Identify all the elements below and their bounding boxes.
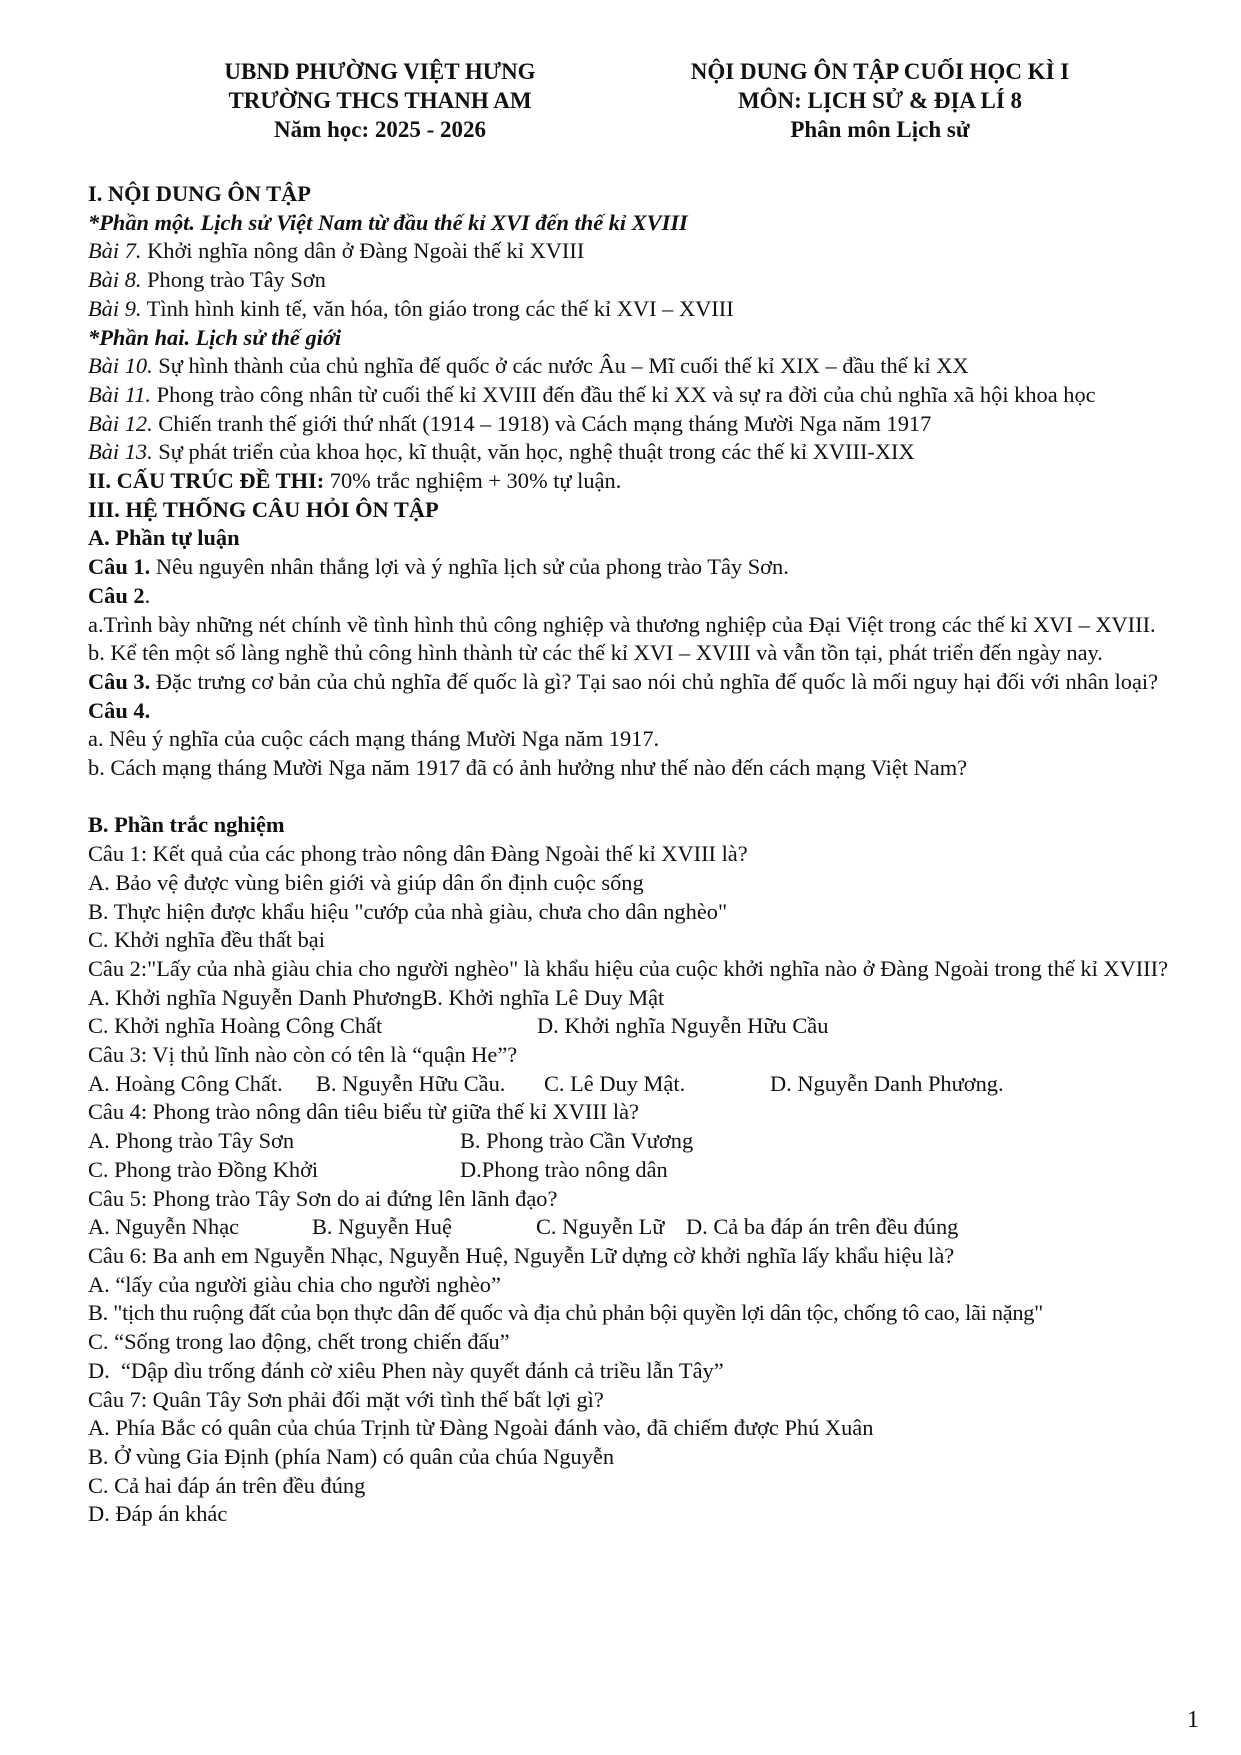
mc-question-6: Câu 6: Ba anh em Nguyễn Nhạc, Nguyễn Huệ, Nguyễn Lữ dựng cờ khởi nghĩa lấy khẩu hiệu là? bbox=[88, 1243, 955, 1268]
mc-option: D.Phong trào nông dân bbox=[460, 1156, 668, 1182]
mc-option: D. Khởi nghĩa Nguyễn Hữu Cầu bbox=[537, 1013, 829, 1039]
mc-options-row bbox=[88, 1127, 1213, 1156]
mc-option: C. Khởi nghĩa đều thất bại bbox=[88, 927, 325, 953]
district-name: UBND PHƯỜNG VIỆT HƯNG bbox=[224, 59, 536, 84]
mc-option: A. “lấy của người giàu chia cho người nghèo” bbox=[88, 1271, 501, 1297]
essay-question-2b: b. Kể tên một số làng nghề thủ công hình thành từ các thế kỉ XVI – XVIII và vẫn tồn tại, phát triển đến ngày nay. bbox=[88, 640, 1103, 666]
document-title: NỘI DUNG ÔN TẬP CUỐI HỌC KÌ I bbox=[690, 59, 1070, 84]
page-number: 1 bbox=[1187, 1707, 1199, 1733]
mc-question-5: Câu 5: Phong trào Tây Sơn do ai đứng lên lãnh đạo? bbox=[88, 1185, 558, 1211]
mc-options-row bbox=[88, 984, 1213, 1013]
section-1-heading: I. NỘI DUNG ÔN TẬP bbox=[88, 181, 311, 206]
mc-option: D. Đáp án khác bbox=[88, 1501, 228, 1527]
mc-option: C. Lê Duy Mật. bbox=[544, 1070, 686, 1096]
part-1-heading: *Phần một. Lịch sử Việt Nam từ đầu thế kỉ XVI đến thế kỉ XVIII bbox=[88, 209, 688, 235]
mc-option: B. Nguyễn Huệ bbox=[312, 1214, 452, 1240]
lesson-item: Bài 9. Tình hình kinh tế, văn hóa, tôn giáo trong các thế kỉ XVI – XVIII bbox=[88, 295, 734, 321]
mc-option: D. Cả ba đáp án trên đều đúng bbox=[686, 1214, 959, 1240]
mc-option: A. Bảo vệ được vùng biên giới và giúp dân ổn định cuộc sống bbox=[88, 869, 644, 895]
mc-option: C. Nguyễn Lữ bbox=[536, 1214, 665, 1240]
header-left bbox=[160, 57, 600, 144]
mc-option: C. Phong trào Đồng Khởi bbox=[88, 1156, 319, 1182]
school-name: TRƯỜNG THCS THANH AM bbox=[228, 88, 532, 113]
part-2-heading: *Phần hai. Lịch sử thế giới bbox=[88, 324, 342, 350]
document-body bbox=[88, 180, 1213, 1529]
mc-question-4: Câu 4: Phong trào nông dân tiêu biểu từ giữa thế kỉ XVIII là? bbox=[88, 1099, 639, 1125]
mc-option: C. Cả hai đáp án trên đều đúng bbox=[88, 1472, 366, 1498]
header-right bbox=[640, 57, 1120, 144]
mc-option: A. Phong trào Tây Sơn bbox=[88, 1128, 295, 1154]
mc-question-1: Câu 1: Kết quả của các phong trào nông dân Đàng Ngoài thế kỉ XVIII là? bbox=[88, 841, 748, 867]
mc-option: A. Nguyễn Nhạc bbox=[88, 1214, 240, 1240]
essay-question-4b: b. Cách mạng tháng Mười Nga năm 1917 đã có ảnh hưởng như thế nào đến cách mạng Việt Nam? bbox=[88, 755, 968, 781]
essay-question-3: Câu 3. Đặc trưng cơ bản của chủ nghĩa đế quốc là gì? Tại sao nói chủ nghĩa đế quốc là mối nguy hại đối với nhân loại? bbox=[88, 668, 1159, 694]
subject-part: Phân môn Lịch sử bbox=[790, 117, 970, 142]
mc-option: B. Ở vùng Gia Định (phía Nam) có quân của chúa Nguyễn bbox=[88, 1443, 615, 1469]
lesson-item: Bài 12. Chiến tranh thế giới thứ nhất (1914 – 1918) và Cách mạng tháng Mười Nga năm 1917 bbox=[88, 410, 932, 436]
subject-name: MÔN: LỊCH SỬ & ĐỊA LÍ 8 bbox=[737, 88, 1023, 113]
school-year: Năm học: 2025 - 2026 bbox=[273, 117, 487, 142]
essay-heading: A. Phần tự luận bbox=[88, 525, 240, 551]
section-3-heading: III. HỆ THỐNG CÂU HỎI ÔN TẬP bbox=[88, 496, 439, 522]
mc-options-row bbox=[88, 1156, 1213, 1185]
mc-question-7: Câu 7: Quân Tây Sơn phải đối mặt với tình thế bất lợi gì? bbox=[88, 1386, 604, 1412]
mc-options-row bbox=[88, 1213, 1213, 1242]
spacer bbox=[88, 783, 1213, 812]
mc-option: B. Phong trào Cần Vương bbox=[460, 1128, 694, 1154]
essay-question-4: Câu 4. bbox=[88, 697, 151, 723]
mc-options-row bbox=[88, 1012, 1213, 1041]
mc-question-3: Câu 3: Vị thủ lĩnh nào còn có tên là “quận He”? bbox=[88, 1042, 518, 1068]
mc-option: D. “Dập dìu trống đánh cờ xiêu Phen này quyết đánh cả triều lẫn Tây” bbox=[88, 1357, 724, 1383]
essay-question-2: Câu 2. bbox=[88, 582, 151, 608]
lesson-item: Bài 8. Phong trào Tây Sơn bbox=[88, 267, 326, 293]
essay-question-1: Câu 1. Nêu nguyên nhân thắng lợi và ý nghĩa lịch sử của phong trào Tây Sơn. bbox=[88, 554, 789, 580]
lesson-item: Bài 13. Sự phát triển của khoa học, kĩ thuật, văn học, nghệ thuật trong các thế kỉ XVIII-XIX bbox=[88, 439, 915, 465]
mc-option: A. Phía Bắc có quân của chúa Trịnh từ Đàng Ngoài đánh vào, đã chiếm được Phú Xuân bbox=[88, 1415, 874, 1441]
mc-option: C. Khởi nghĩa Hoàng Công Chất bbox=[88, 1013, 383, 1039]
lesson-item: Bài 7. Khởi nghĩa nông dân ở Đàng Ngoài thế kỉ XVIII bbox=[88, 238, 585, 264]
mc-option: D. Nguyễn Danh Phương. bbox=[770, 1070, 1004, 1096]
mc-options-row bbox=[88, 1070, 1213, 1099]
section-2-heading: II. CẤU TRÚC ĐỀ THI: 70% trắc nghiệm + 30% tự luận. bbox=[88, 468, 622, 494]
multiple-choice-heading: B. Phần trắc nghiệm bbox=[88, 812, 285, 838]
mc-option: B. "tịch thu ruộng đất của bọn thực dân đế quốc và địa chủ phản bội quyền lợi dân tộc, chống tô cao, lãi nặng" bbox=[88, 1300, 1044, 1326]
mc-option: A. Khởi nghĩa Nguyễn Danh Phương bbox=[88, 984, 423, 1010]
mc-option: B. Thực hiện được khẩu hiệu "cướp của nhà giàu, chưa cho dân nghèo" bbox=[88, 898, 728, 924]
mc-question-2: Câu 2:"Lấy của nhà giàu chia cho người nghèo" là khẩu hiệu của cuộc khởi nghĩa nào ở Đàng Ngoài trong thế kỉ XVIII? bbox=[88, 955, 1169, 981]
mc-option: B. Nguyễn Hữu Cầu. bbox=[316, 1070, 506, 1096]
lesson-item: Bài 10. Sự hình thành của chủ nghĩa đế quốc ở các nước Âu – Mĩ cuối thế kỉ XIX – đầu thế kỉ XX bbox=[88, 353, 969, 379]
mc-option: A. Hoàng Công Chất. bbox=[88, 1070, 283, 1096]
mc-option: C. “Sống trong lao động, chết trong chiến đấu” bbox=[88, 1329, 510, 1355]
essay-question-4a: a. Nêu ý nghĩa của cuộc cách mạng tháng Mười Nga năm 1917. bbox=[88, 726, 660, 752]
lesson-item: Bài 11. Phong trào công nhân từ cuối thế kỉ XVIII đến đầu thế kỉ XX và sự ra đời của chủ nghĩa xã hội khoa học bbox=[88, 381, 1096, 407]
essay-question-2a: a.Trình bày những nét chính về tình hình thủ công nghiệp và thương nghiệp của Đại Việt trong các thế kỉ XVI – XVIII. bbox=[88, 611, 1156, 637]
mc-option: B. Khởi nghĩa Lê Duy Mật bbox=[422, 984, 665, 1010]
